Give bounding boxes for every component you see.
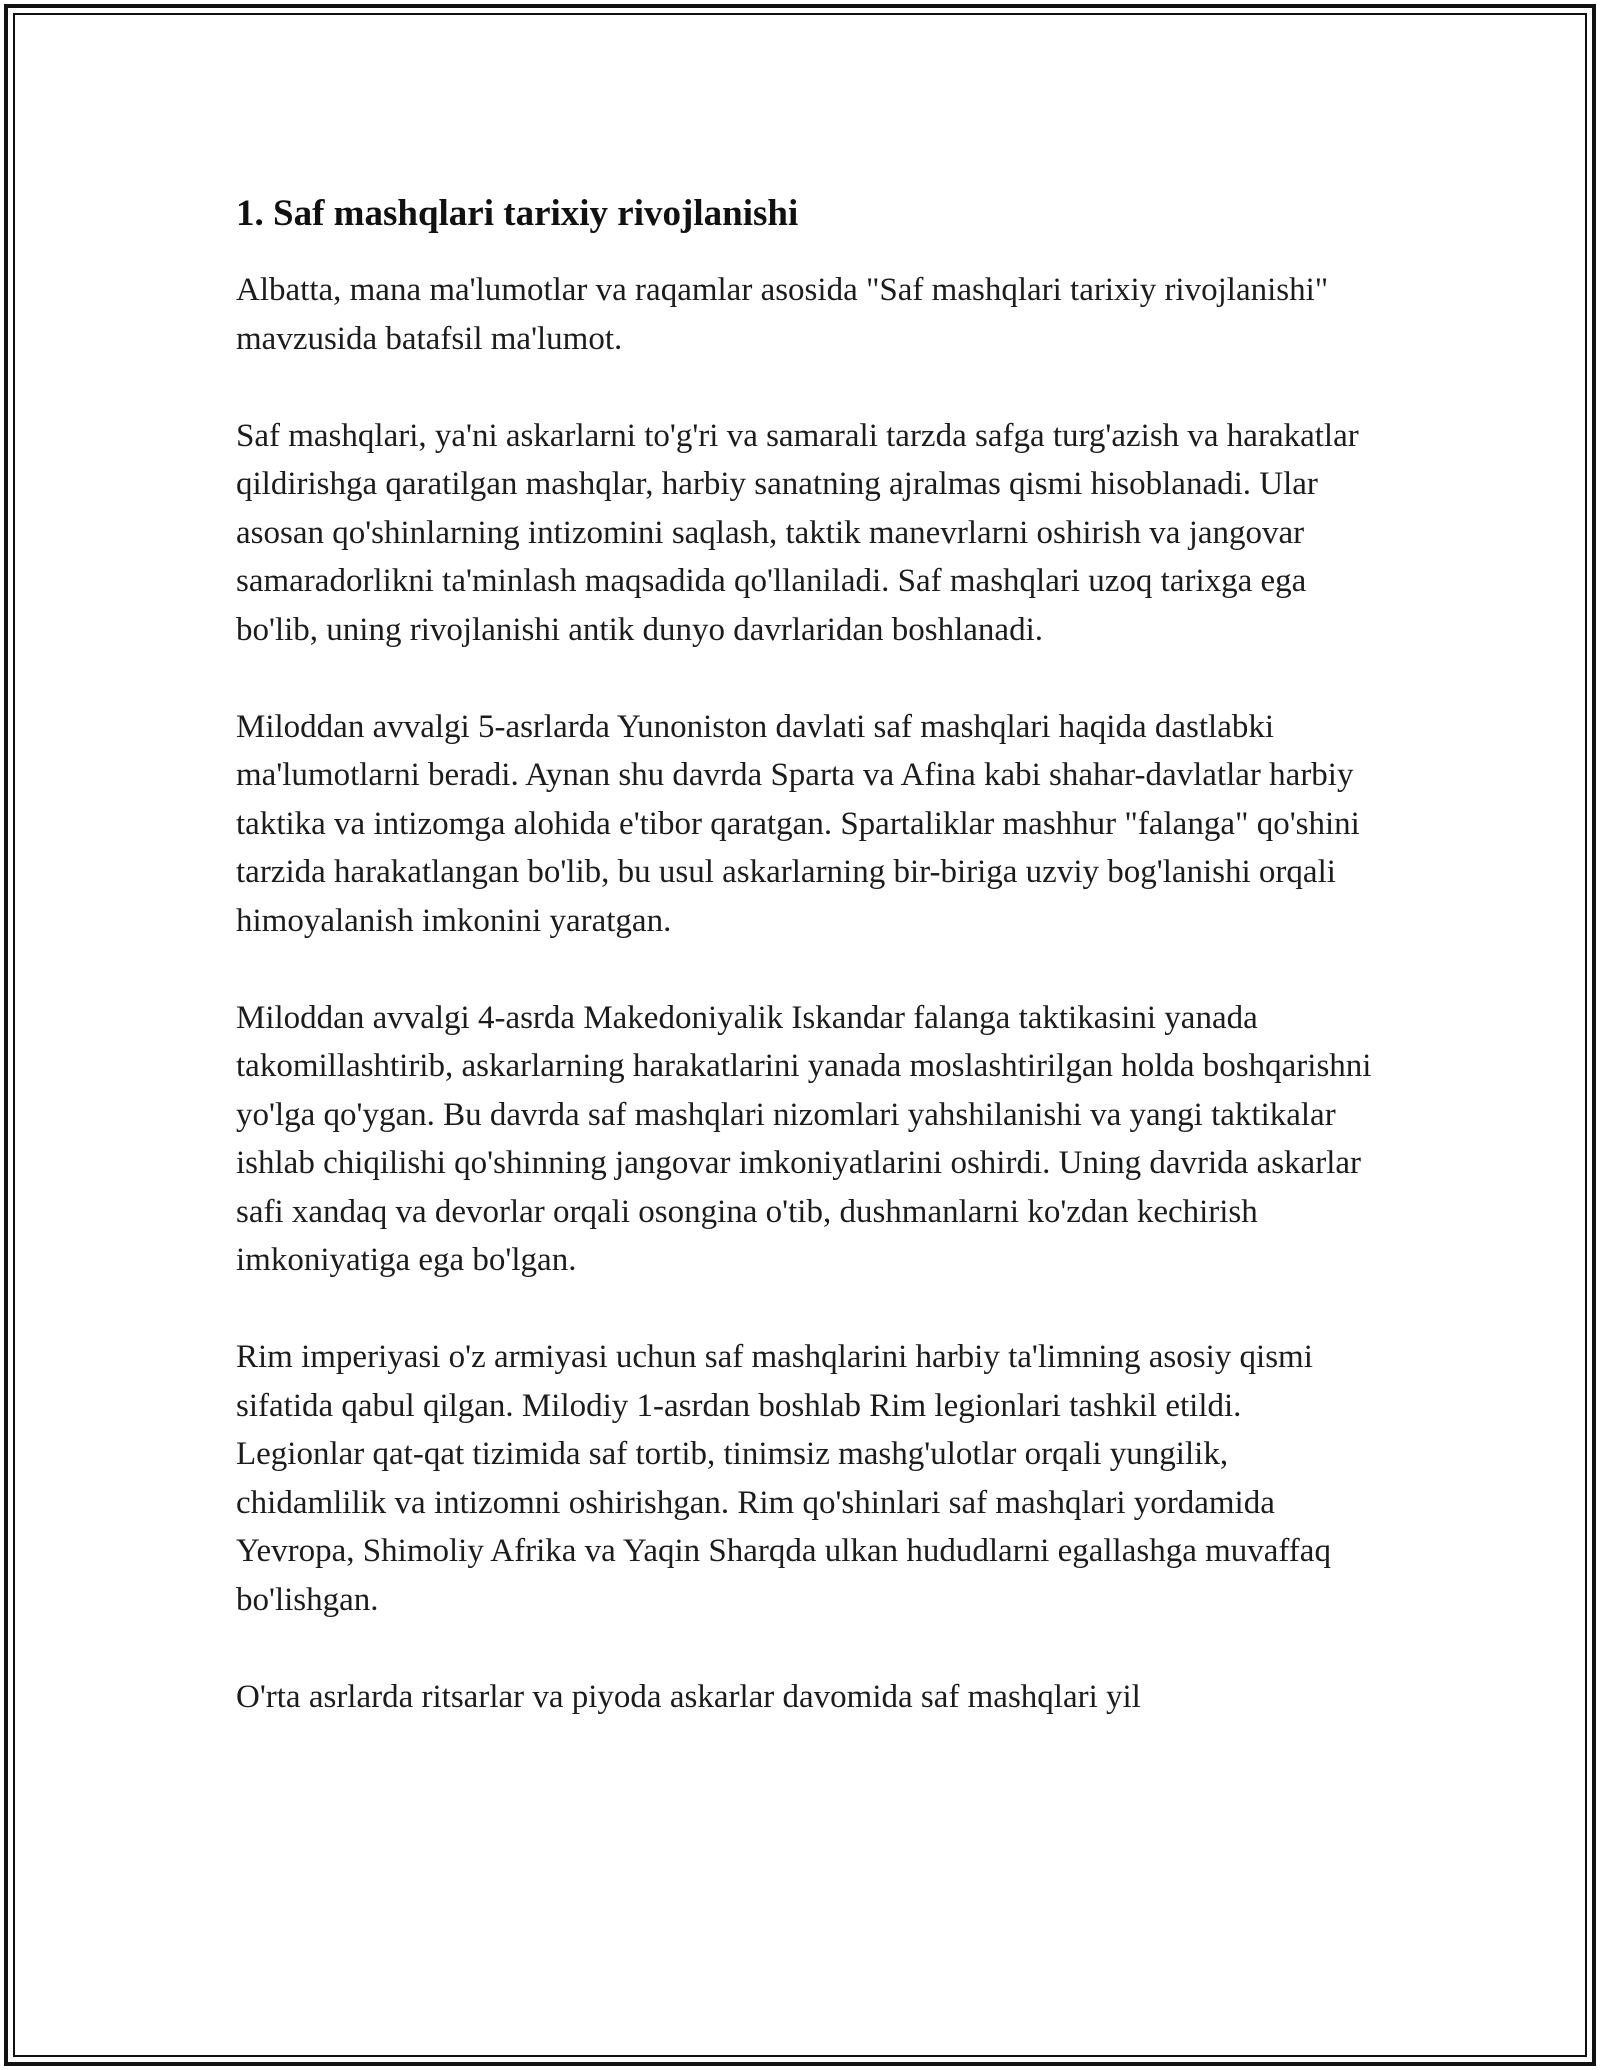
- paragraph-intro: Albatta, mana ma'lumotlar va raqamlar asosida "Saf mashqlari tarixiy rivojlanishi" mavzusida batafsil ma'lumot.: [236, 272, 1329, 357]
- paragraph-rome: Rim imperiyasi o'z armiyasi uchun saf mashqlarini harbiy ta'limning asosiy qismi sifatida qabul qilgan. Milodiy 1-asrdan boshlab Rim legionlari tashkil etildi. Legionlar qat-qat tizimida saf tortib, tinimsiz mashg'ulotlar orqali yungilik, chidamlilik va intizomni oshirishgan. Rim qo'shinlari saf mashqlari yordamida Yevropa, Shimoliy Afrika va Yaqin Sharqda ulkan hududlarni egallashga muvaffaq bo'lishgan.: [236, 1339, 1331, 1618]
- document-body: [236, 186, 1376, 1770]
- paragraph-greece: Miloddan avvalgi 5-asrlarda Yunoniston davlati saf mashqlari haqida dastlabki ma'lumotlarni beradi. Aynan shu davrda Sparta va Afina kabi shahar-davlatlar harbiy taktika va intizomga alohida e'tibor qaratgan. Spartaliklar mashhur "falanga" qo'shini tarzida harakatlangan bo'lib, bu usul askarlarning bir-biriga uzviy bog'lanishi orqali himoyalanish imkonini yaratgan.: [236, 708, 1360, 939]
- paragraph-definition: Saf mashqlari, ya'ni askarlarni to'g'ri va samarali tarzda safga turg'azish va harakatlar qildirishga qaratilgan mashqlar, harbiy sanatning ajralmas qismi hisoblanadi. Ular asosan qo'shinlarning intizomini saqlash, taktik manevrlarni oshirish va jangovar samaradorlikni ta'minlash maqsadida qo'llaniladi. Saf mashqlari uzoq tarixga ega bo'lib, uning rivojlanishi antik dunyo davrlaridan boshlanadi.: [236, 417, 1359, 648]
- section-heading: 1. Saf mashqlari tarixiy rivojlanishi: [236, 193, 799, 234]
- paragraph-macedonia: Miloddan avvalgi 4-asrda Makedoniyalik Iskandar falanga taktikasini yanada takomillashtirib, askarlarning harakatlarini yanada moslashtirilgan holda boshqarishni yo'lga qo'ygan. Bu davrda saf mashqlari nizomlari yahshilanishi va yangi taktikalar ishlab chiqilishi qo'shinning jangovar imkoniyatlarini oshirdi. Uning davrida askarlar safi xandaq va devorlar orqali osongina o'tib, dushmanlarni ko'zdan kechirish imkoniyatiga ega bo'lgan.: [236, 999, 1372, 1278]
- paragraph-middle-ages: O'rta asrlarda ritsarlar va piyoda askarlar davomida saf mashqlari yil: [236, 1678, 1141, 1715]
